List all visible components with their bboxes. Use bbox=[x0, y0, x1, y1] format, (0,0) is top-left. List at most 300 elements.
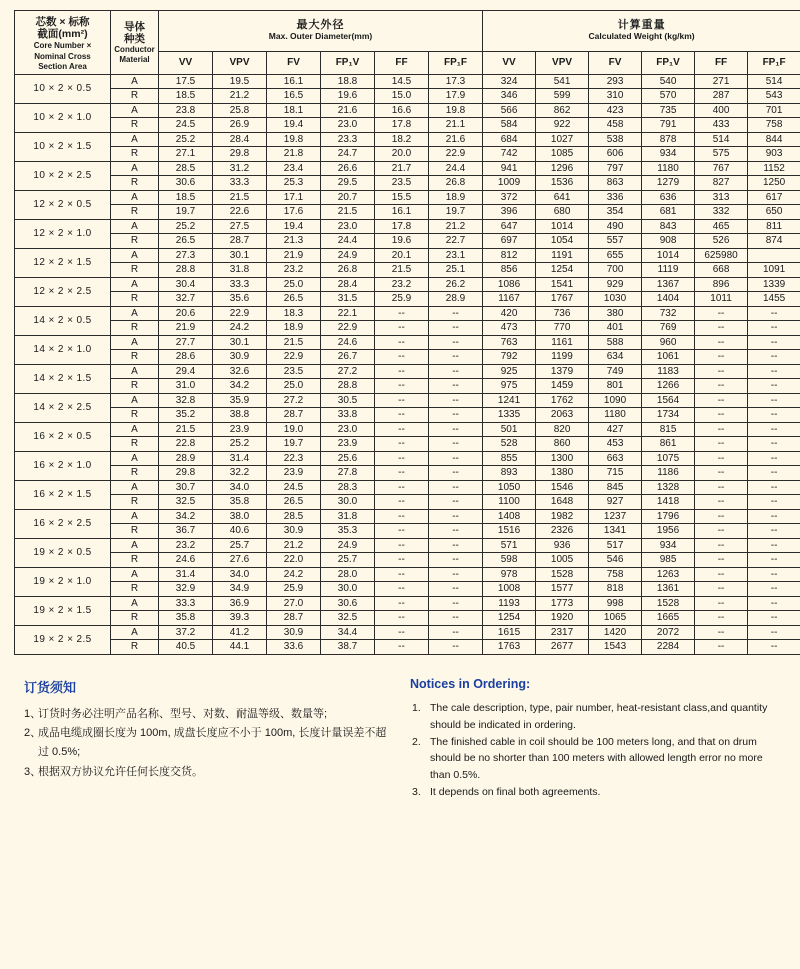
row-weight-5: 543 bbox=[748, 89, 800, 104]
row-diameter-4: -- bbox=[375, 335, 429, 350]
row-weight-5: -- bbox=[748, 509, 800, 524]
row-conductor-material: A bbox=[111, 509, 159, 524]
row-conductor-material: A bbox=[111, 567, 159, 582]
row-weight-4: -- bbox=[695, 480, 748, 495]
row-weight-4: 575 bbox=[695, 147, 748, 162]
row-diameter-5: 19.8 bbox=[429, 103, 483, 118]
row-weight-3: 1328 bbox=[642, 480, 695, 495]
row-diameter-1: 19.5 bbox=[213, 74, 267, 89]
row-weight-3: 1279 bbox=[642, 176, 695, 191]
row-diameter-0: 27.7 bbox=[159, 335, 213, 350]
row-size: 19 × 2 × 1.5 bbox=[15, 596, 111, 625]
row-diameter-0: 26.5 bbox=[159, 234, 213, 249]
row-size: 10 × 2 × 1.5 bbox=[15, 132, 111, 161]
row-diameter-5: -- bbox=[429, 596, 483, 611]
row-weight-1: 1054 bbox=[536, 234, 589, 249]
row-weight-1: 1027 bbox=[536, 132, 589, 147]
row-diameter-1: 32.2 bbox=[213, 466, 267, 481]
row-diameter-5: -- bbox=[429, 408, 483, 423]
notice-cn-number: 3、 bbox=[24, 765, 42, 778]
row-weight-5: -- bbox=[748, 553, 800, 568]
row-weight-2: 634 bbox=[589, 350, 642, 365]
row-diameter-0: 27.3 bbox=[159, 248, 213, 263]
row-diameter-1: 36.9 bbox=[213, 596, 267, 611]
row-weight-4: -- bbox=[695, 640, 748, 655]
row-weight-0: 1050 bbox=[483, 480, 536, 495]
row-size: 19 × 2 × 1.0 bbox=[15, 567, 111, 596]
row-weight-4: 271 bbox=[695, 74, 748, 89]
row-diameter-2: 26.5 bbox=[267, 292, 321, 307]
row-diameter-3: 18.8 bbox=[321, 74, 375, 89]
table-body bbox=[15, 74, 800, 654]
row-weight-2: 1237 bbox=[589, 509, 642, 524]
row-conductor-material: R bbox=[111, 89, 159, 104]
row-weight-2: 845 bbox=[589, 480, 642, 495]
row-weight-3: 878 bbox=[642, 132, 695, 147]
row-weight-4: 668 bbox=[695, 263, 748, 278]
table-row bbox=[15, 553, 800, 568]
row-conductor-material: A bbox=[111, 74, 159, 89]
row-diameter-2: 33.6 bbox=[267, 640, 321, 655]
row-diameter-4: -- bbox=[375, 393, 429, 408]
row-conductor-material: A bbox=[111, 306, 159, 321]
table-row bbox=[15, 509, 800, 524]
row-conductor-material: R bbox=[111, 495, 159, 510]
row-diameter-2: 18.1 bbox=[267, 103, 321, 118]
row-diameter-2: 19.0 bbox=[267, 422, 321, 437]
row-diameter-1: 35.9 bbox=[213, 393, 267, 408]
row-weight-0: 528 bbox=[483, 437, 536, 452]
table-row bbox=[15, 408, 800, 423]
notice-cn-item bbox=[24, 763, 396, 782]
row-weight-4: 400 bbox=[695, 103, 748, 118]
row-weight-5: 1339 bbox=[748, 277, 800, 292]
row-conductor-material: A bbox=[111, 422, 159, 437]
specification-table bbox=[14, 10, 800, 655]
row-weight-3: 1061 bbox=[642, 350, 695, 365]
row-diameter-3: 24.9 bbox=[321, 248, 375, 263]
row-diameter-5: -- bbox=[429, 640, 483, 655]
row-weight-2: 655 bbox=[589, 248, 642, 263]
row-diameter-2: 24.2 bbox=[267, 567, 321, 582]
row-weight-2: 588 bbox=[589, 335, 642, 350]
row-diameter-0: 18.5 bbox=[159, 190, 213, 205]
row-diameter-2: 18.3 bbox=[267, 306, 321, 321]
row-weight-2: 1180 bbox=[589, 408, 642, 423]
row-weight-5: 1152 bbox=[748, 161, 800, 176]
row-weight-2: 517 bbox=[589, 538, 642, 553]
table-header bbox=[15, 11, 800, 75]
row-weight-4: 896 bbox=[695, 277, 748, 292]
row-weight-1: 1014 bbox=[536, 219, 589, 234]
row-diameter-0: 24.6 bbox=[159, 553, 213, 568]
row-weight-0: 893 bbox=[483, 466, 536, 481]
row-diameter-0: 25.2 bbox=[159, 132, 213, 147]
table-row bbox=[15, 248, 800, 263]
table-row bbox=[15, 190, 800, 205]
row-diameter-2: 25.0 bbox=[267, 277, 321, 292]
notices-chinese bbox=[24, 677, 396, 801]
row-conductor-material: R bbox=[111, 379, 159, 394]
row-size: 10 × 2 × 0.5 bbox=[15, 74, 111, 103]
row-weight-0: 396 bbox=[483, 205, 536, 220]
row-diameter-5: 21.6 bbox=[429, 132, 483, 147]
row-diameter-0: 33.3 bbox=[159, 596, 213, 611]
row-diameter-2: 21.8 bbox=[267, 147, 321, 162]
row-weight-0: 1516 bbox=[483, 524, 536, 539]
row-weight-4: -- bbox=[695, 538, 748, 553]
row-weight-1: 1648 bbox=[536, 495, 589, 510]
table-row bbox=[15, 205, 800, 220]
table-row bbox=[15, 596, 800, 611]
row-diameter-3: 33.8 bbox=[321, 408, 375, 423]
row-weight-1: 1296 bbox=[536, 161, 589, 176]
table-row bbox=[15, 263, 800, 278]
row-weight-1: 1577 bbox=[536, 582, 589, 597]
row-weight-0: 1193 bbox=[483, 596, 536, 611]
row-diameter-1: 34.9 bbox=[213, 582, 267, 597]
row-size: 14 × 2 × 1.0 bbox=[15, 335, 111, 364]
table-row bbox=[15, 364, 800, 379]
row-weight-4: 332 bbox=[695, 205, 748, 220]
row-weight-4: 767 bbox=[695, 161, 748, 176]
row-diameter-1: 38.8 bbox=[213, 408, 267, 423]
row-diameter-0: 21.5 bbox=[159, 422, 213, 437]
row-weight-1: 736 bbox=[536, 306, 589, 321]
row-diameter-1: 33.3 bbox=[213, 176, 267, 191]
table-row bbox=[15, 292, 800, 307]
row-diameter-5: 22.7 bbox=[429, 234, 483, 249]
row-weight-3: 1418 bbox=[642, 495, 695, 510]
row-size: 10 × 2 × 1.0 bbox=[15, 103, 111, 132]
table-row bbox=[15, 567, 800, 582]
row-weight-5: -- bbox=[748, 321, 800, 336]
row-weight-2: 758 bbox=[589, 567, 642, 582]
row-weight-1: 1982 bbox=[536, 509, 589, 524]
row-weight-1: 541 bbox=[536, 74, 589, 89]
row-conductor-material: R bbox=[111, 553, 159, 568]
row-diameter-5: 26.8 bbox=[429, 176, 483, 191]
subheader-11: FP₁F bbox=[748, 51, 800, 74]
notices-section bbox=[24, 677, 776, 801]
row-diameter-0: 23.8 bbox=[159, 103, 213, 118]
row-conductor-material: A bbox=[111, 132, 159, 147]
row-weight-0: 1167 bbox=[483, 292, 536, 307]
row-weight-4: 514 bbox=[695, 132, 748, 147]
header-conductor-material bbox=[111, 11, 159, 75]
row-diameter-4: -- bbox=[375, 364, 429, 379]
row-diameter-3: 25.7 bbox=[321, 553, 375, 568]
row-weight-0: 346 bbox=[483, 89, 536, 104]
row-weight-0: 856 bbox=[483, 263, 536, 278]
row-diameter-0: 36.7 bbox=[159, 524, 213, 539]
table-row bbox=[15, 132, 800, 147]
row-diameter-5: 24.4 bbox=[429, 161, 483, 176]
header-core-section-en1: Core Number × bbox=[33, 41, 92, 51]
row-weight-0: 598 bbox=[483, 553, 536, 568]
row-diameter-2: 23.2 bbox=[267, 263, 321, 278]
row-diameter-4: 21.5 bbox=[375, 263, 429, 278]
subheader-4: FF bbox=[375, 51, 429, 74]
row-diameter-0: 29.4 bbox=[159, 364, 213, 379]
row-diameter-0: 23.2 bbox=[159, 538, 213, 553]
row-weight-0: 571 bbox=[483, 538, 536, 553]
subheader-7: VPV bbox=[536, 51, 589, 74]
row-weight-3: 1796 bbox=[642, 509, 695, 524]
row-weight-4: -- bbox=[695, 364, 748, 379]
row-diameter-4: -- bbox=[375, 379, 429, 394]
row-weight-5: -- bbox=[748, 480, 800, 495]
row-diameter-4: 20.1 bbox=[375, 248, 429, 263]
row-weight-3: 769 bbox=[642, 321, 695, 336]
row-diameter-0: 32.8 bbox=[159, 393, 213, 408]
row-diameter-1: 31.2 bbox=[213, 161, 267, 176]
row-diameter-0: 30.4 bbox=[159, 277, 213, 292]
row-weight-0: 742 bbox=[483, 147, 536, 162]
row-weight-2: 354 bbox=[589, 205, 642, 220]
table-row bbox=[15, 306, 800, 321]
row-diameter-3: 30.0 bbox=[321, 582, 375, 597]
row-diameter-2: 19.8 bbox=[267, 132, 321, 147]
table-row bbox=[15, 480, 800, 495]
row-size: 14 × 2 × 0.5 bbox=[15, 306, 111, 335]
row-diameter-0: 31.4 bbox=[159, 567, 213, 582]
row-diameter-1: 29.8 bbox=[213, 147, 267, 162]
row-weight-3: 540 bbox=[642, 74, 695, 89]
row-diameter-0: 22.8 bbox=[159, 437, 213, 452]
row-weight-3: 636 bbox=[642, 190, 695, 205]
row-weight-4: 827 bbox=[695, 176, 748, 191]
row-weight-3: 2072 bbox=[642, 625, 695, 640]
row-weight-5: 1091 bbox=[748, 263, 800, 278]
row-diameter-5: -- bbox=[429, 625, 483, 640]
row-size: 12 × 2 × 2.5 bbox=[15, 277, 111, 306]
header-core-section-cn1: 芯数 × 标称 bbox=[35, 16, 90, 28]
row-diameter-2: 21.9 bbox=[267, 248, 321, 263]
subheader-1: VPV bbox=[213, 51, 267, 74]
row-diameter-1: 38.0 bbox=[213, 509, 267, 524]
row-diameter-2: 16.1 bbox=[267, 74, 321, 89]
row-diameter-5: -- bbox=[429, 306, 483, 321]
row-diameter-2: 28.5 bbox=[267, 509, 321, 524]
row-weight-0: 647 bbox=[483, 219, 536, 234]
row-diameter-4: -- bbox=[375, 495, 429, 510]
row-weight-3: 934 bbox=[642, 538, 695, 553]
row-weight-0: 925 bbox=[483, 364, 536, 379]
row-diameter-5: 17.9 bbox=[429, 89, 483, 104]
row-weight-5: -- bbox=[748, 524, 800, 539]
row-conductor-material: R bbox=[111, 640, 159, 655]
row-diameter-4: 16.1 bbox=[375, 205, 429, 220]
row-diameter-3: 29.5 bbox=[321, 176, 375, 191]
row-diameter-4: -- bbox=[375, 480, 429, 495]
notices-en-title: Notices in Ordering: bbox=[410, 676, 531, 691]
row-diameter-4: 14.5 bbox=[375, 74, 429, 89]
row-diameter-0: 30.6 bbox=[159, 176, 213, 191]
row-weight-3: 1014 bbox=[642, 248, 695, 263]
row-diameter-0: 37.2 bbox=[159, 625, 213, 640]
row-diameter-4: -- bbox=[375, 350, 429, 365]
row-weight-4: 625980 bbox=[695, 248, 748, 263]
row-diameter-5: -- bbox=[429, 480, 483, 495]
table-row bbox=[15, 437, 800, 452]
row-diameter-3: 24.4 bbox=[321, 234, 375, 249]
row-weight-4: 526 bbox=[695, 234, 748, 249]
row-diameter-0: 25.2 bbox=[159, 219, 213, 234]
row-diameter-2: 23.4 bbox=[267, 161, 321, 176]
row-weight-5: 1455 bbox=[748, 292, 800, 307]
row-conductor-material: A bbox=[111, 248, 159, 263]
notice-cn-number: 2、 bbox=[24, 727, 42, 740]
table-row bbox=[15, 350, 800, 365]
row-weight-4: -- bbox=[695, 393, 748, 408]
row-weight-1: 1254 bbox=[536, 263, 589, 278]
row-diameter-2: 21.5 bbox=[267, 335, 321, 350]
row-weight-1: 860 bbox=[536, 437, 589, 452]
header-group-diameter bbox=[159, 11, 483, 52]
row-diameter-4: 16.6 bbox=[375, 103, 429, 118]
row-conductor-material: A bbox=[111, 625, 159, 640]
row-weight-1: 1920 bbox=[536, 611, 589, 626]
row-diameter-4: -- bbox=[375, 437, 429, 452]
table-row bbox=[15, 538, 800, 553]
row-conductor-material: R bbox=[111, 524, 159, 539]
row-conductor-material: R bbox=[111, 118, 159, 133]
subheader-3: FP₁V bbox=[321, 51, 375, 74]
row-diameter-1: 30.9 bbox=[213, 350, 267, 365]
row-weight-1: 1161 bbox=[536, 335, 589, 350]
row-conductor-material: A bbox=[111, 219, 159, 234]
row-diameter-2: 17.6 bbox=[267, 205, 321, 220]
row-weight-5: -- bbox=[748, 625, 800, 640]
row-diameter-2: 26.5 bbox=[267, 495, 321, 510]
row-diameter-3: 23.3 bbox=[321, 132, 375, 147]
subheader-9: FP₁V bbox=[642, 51, 695, 74]
row-weight-5: -- bbox=[748, 495, 800, 510]
row-diameter-0: 19.7 bbox=[159, 205, 213, 220]
row-weight-2: 546 bbox=[589, 553, 642, 568]
row-weight-2: 715 bbox=[589, 466, 642, 481]
row-diameter-3: 28.3 bbox=[321, 480, 375, 495]
table-row bbox=[15, 393, 800, 408]
row-diameter-1: 21.5 bbox=[213, 190, 267, 205]
header-core-section-en2: Nominal Cross bbox=[34, 51, 91, 61]
table-row bbox=[15, 582, 800, 597]
notice-en-text: The cale description, type, pair number, heat-resistant class,and quantity should be indicated in ordering. bbox=[430, 701, 768, 731]
row-weight-5: -- bbox=[748, 466, 800, 481]
row-diameter-2: 16.5 bbox=[267, 89, 321, 104]
row-size: 12 × 2 × 1.5 bbox=[15, 248, 111, 277]
row-diameter-3: 35.3 bbox=[321, 524, 375, 539]
row-diameter-3: 26.6 bbox=[321, 161, 375, 176]
row-weight-3: 1361 bbox=[642, 582, 695, 597]
table-row bbox=[15, 103, 800, 118]
row-size: 14 × 2 × 2.5 bbox=[15, 393, 111, 422]
row-diameter-5: -- bbox=[429, 553, 483, 568]
row-weight-1: 1536 bbox=[536, 176, 589, 191]
row-weight-3: 1665 bbox=[642, 611, 695, 626]
row-diameter-5: -- bbox=[429, 495, 483, 510]
row-diameter-3: 28.0 bbox=[321, 567, 375, 582]
row-diameter-1: 31.4 bbox=[213, 451, 267, 466]
row-diameter-3: 24.9 bbox=[321, 538, 375, 553]
row-diameter-4: -- bbox=[375, 524, 429, 539]
row-weight-5: -- bbox=[748, 335, 800, 350]
header-conductor-cn1: 导体 bbox=[124, 20, 145, 33]
row-diameter-4: -- bbox=[375, 509, 429, 524]
row-size: 10 × 2 × 2.5 bbox=[15, 161, 111, 190]
row-diameter-0: 32.7 bbox=[159, 292, 213, 307]
row-weight-1: 1300 bbox=[536, 451, 589, 466]
notice-en-number: 1. bbox=[412, 701, 421, 714]
row-weight-1: 599 bbox=[536, 89, 589, 104]
row-diameter-2: 25.3 bbox=[267, 176, 321, 191]
row-weight-1: 1762 bbox=[536, 393, 589, 408]
notice-cn-item bbox=[24, 724, 396, 763]
row-conductor-material: A bbox=[111, 103, 159, 118]
row-weight-3: 1183 bbox=[642, 364, 695, 379]
row-conductor-material: R bbox=[111, 234, 159, 249]
row-weight-4: -- bbox=[695, 306, 748, 321]
row-diameter-4: 21.7 bbox=[375, 161, 429, 176]
table-row bbox=[15, 379, 800, 394]
row-weight-0: 941 bbox=[483, 161, 536, 176]
row-weight-2: 801 bbox=[589, 379, 642, 394]
header-group-weight bbox=[483, 11, 800, 52]
row-weight-2: 557 bbox=[589, 234, 642, 249]
row-conductor-material: R bbox=[111, 437, 159, 452]
row-diameter-1: 35.8 bbox=[213, 495, 267, 510]
row-weight-0: 978 bbox=[483, 567, 536, 582]
header-conductor-en1: Conductor bbox=[114, 44, 155, 54]
row-weight-5: -- bbox=[748, 422, 800, 437]
row-diameter-4: 15.0 bbox=[375, 89, 429, 104]
table-row bbox=[15, 161, 800, 176]
row-weight-4: -- bbox=[695, 567, 748, 582]
row-diameter-1: 44.1 bbox=[213, 640, 267, 655]
header-group-diameter-cn: 最大外径 bbox=[296, 18, 345, 31]
row-conductor-material: A bbox=[111, 335, 159, 350]
row-diameter-5: -- bbox=[429, 364, 483, 379]
row-weight-4: -- bbox=[695, 379, 748, 394]
notice-cn-item bbox=[24, 705, 396, 724]
row-diameter-3: 30.6 bbox=[321, 596, 375, 611]
row-diameter-4: 17.8 bbox=[375, 219, 429, 234]
row-weight-3: 934 bbox=[642, 147, 695, 162]
row-weight-5: -- bbox=[748, 350, 800, 365]
row-weight-0: 1241 bbox=[483, 393, 536, 408]
row-weight-2: 380 bbox=[589, 306, 642, 321]
row-conductor-material: R bbox=[111, 205, 159, 220]
row-diameter-5: 18.9 bbox=[429, 190, 483, 205]
row-conductor-material: A bbox=[111, 538, 159, 553]
row-diameter-4: -- bbox=[375, 553, 429, 568]
row-diameter-3: 26.8 bbox=[321, 263, 375, 278]
row-weight-4: -- bbox=[695, 625, 748, 640]
row-diameter-3: 24.6 bbox=[321, 335, 375, 350]
row-conductor-material: A bbox=[111, 596, 159, 611]
row-weight-2: 700 bbox=[589, 263, 642, 278]
row-diameter-1: 34.2 bbox=[213, 379, 267, 394]
row-diameter-4: 23.5 bbox=[375, 176, 429, 191]
row-diameter-4: 15.5 bbox=[375, 190, 429, 205]
row-weight-5: 874 bbox=[748, 234, 800, 249]
row-weight-3: 1404 bbox=[642, 292, 695, 307]
row-diameter-2: 19.4 bbox=[267, 118, 321, 133]
notice-en-text: The finished cable in coil should be 100 meters long, and that on drum should be no shorter than 100 meters with allowed length error no more than 0.5%. bbox=[430, 735, 763, 782]
row-weight-2: 458 bbox=[589, 118, 642, 133]
row-conductor-material: A bbox=[111, 277, 159, 292]
